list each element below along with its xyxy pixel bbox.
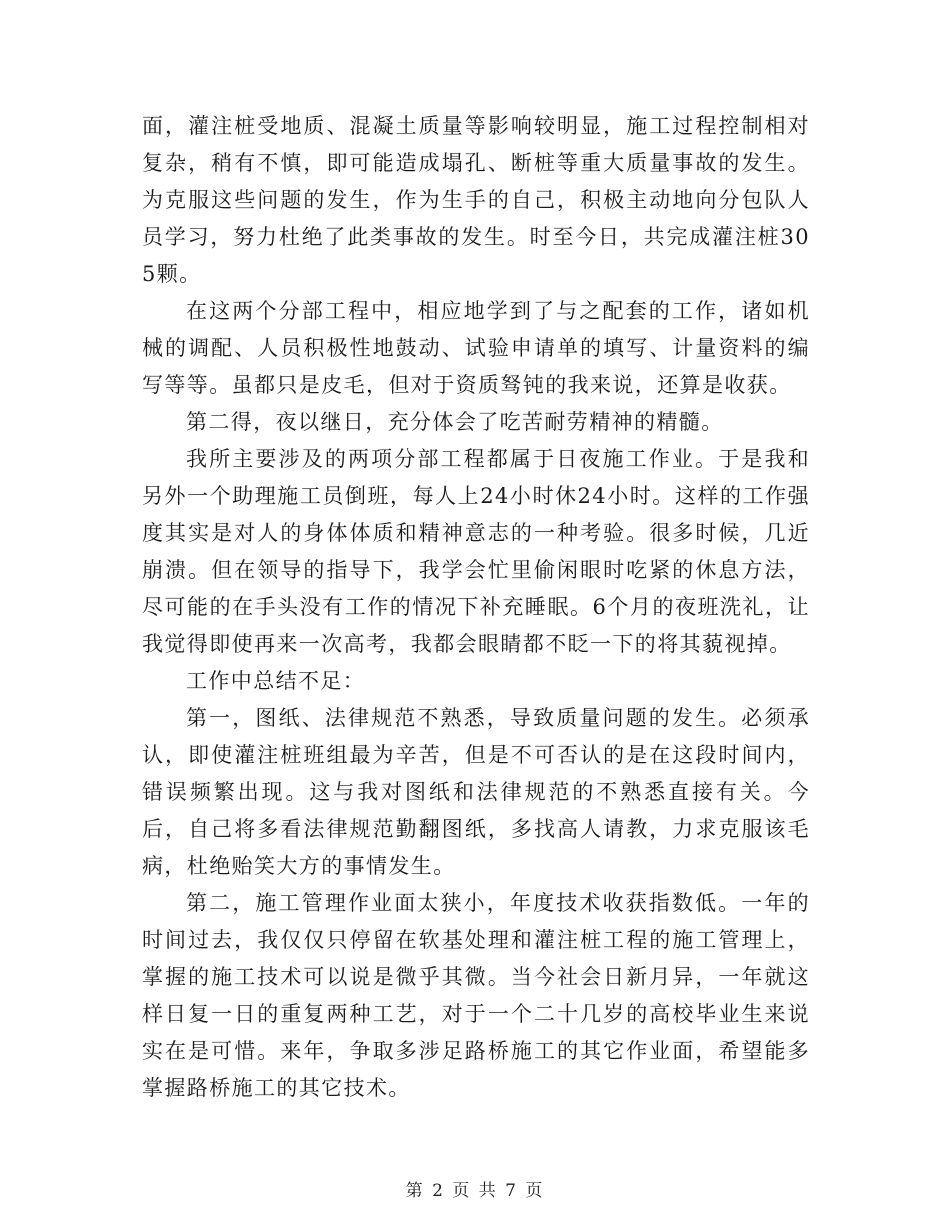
paragraph-second-gain-heading: 第二得，夜以继日，充分体会了吃苦耐劳精神的精髓。 (186, 410, 724, 434)
paragraph-night-shift: 我所主要涉及的两项分部工程都属于日夜施工作业。于是我和另外一个助理施工员倒班，每人上24小时休24小时。这样的工作强度其实是对人的身体体质和精神意志的一种考验。很多时候，几近崩溃。但在领导的指导下，我学会忙里偷闲眼时吃紧的休息方法，尽可能的在手头没有工作的情况下补充睡眠。6个月的夜班洗礼，让我觉得即使再来一次高考，我都会眼睛都不眨一下的将其藐视掉。 (142, 447, 810, 656)
paragraph-continuation: 面，灌注桩受地质、混凝土质量等影响较明显，施工过程控制相对复杂，稍有不慎，即可能造成塌孔、断桩等重大质量事故的发生。为克服这些问题的发生，作为生手的自己，积极主动地向分包队人员学习，努力杜绝了此类事故的发生。时至今日，共完成灌注桩305颗。 (142, 114, 810, 286)
paragraph-shortcomings-heading: 工作中总结不足： (186, 669, 366, 693)
document-body (142, 108, 810, 1107)
page-number-footer: 第 2 页 共 7 页 (405, 1181, 545, 1201)
paragraph-shortcoming-second: 第二，施工管理作业面太狭小，年度技术收获指数低。一年的时间过去，我仅仅只停留在软基处理和灌注桩工程的施工管理上，掌握的施工技术可以说是微乎其微。当今社会日新月异，一年就这样日复一日的重复两种工艺，对于一个二十几岁的高校毕业生来说实在是可惜。来年，争取多涉足路桥施工的其它作业面，希望能多掌握路桥施工的其它技术。 (142, 891, 810, 1100)
paragraph-learning-summary: 在这两个分部工程中，相应地学到了与之配套的工作，诸如机械的调配、人员积极性地鼓动、试验申请单的填写、计量资料的编写等等。虽都只是皮毛，但对于资质驽钝的我来说，还算是收获。 (142, 299, 810, 397)
paragraph-shortcoming-first: 第一，图纸、法律规范不熟悉，导致质量问题的发生。必须承认，即使灌注桩班组最为辛苦，但是不可否认的是在这段时间内，错误频繁出现。这与我对图纸和法律规范的不熟悉直接有关。今后，自己将多看法律规范勤翻图纸，多找高人请教，力求克服该毛病，杜绝贻笑大方的事情发生。 (142, 706, 810, 878)
